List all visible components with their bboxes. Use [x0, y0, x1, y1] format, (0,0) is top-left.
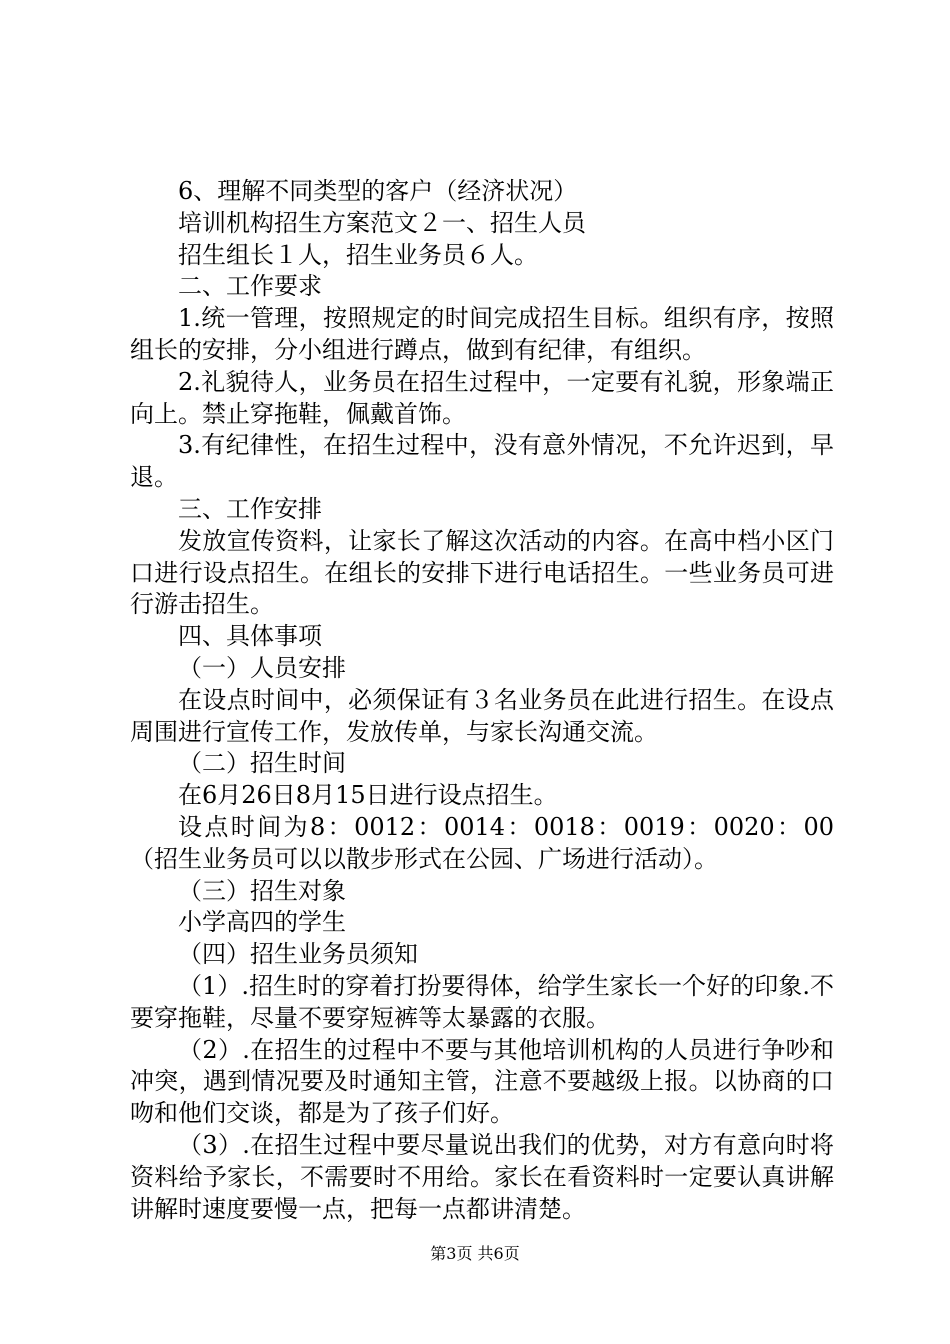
paragraph: 培训机构招生方案范文２一、招生人员	[178, 208, 586, 237]
paragraph: （1）.招生时的穿着打扮要得体，给学生家长一个好的印象.不要穿拖鞋，尽量不要穿短裤等太暴露的衣服。	[130, 971, 834, 1032]
paragraph: 2.礼貌待人，业务员在招生过程中，一定要有礼貌，形象端正向上。禁止穿拖鞋，佩戴首饰。	[130, 367, 834, 428]
paragraph: 招生组长１人，招生业务员６人。	[178, 240, 538, 269]
section-heading: 三、工作安排	[178, 494, 322, 523]
subsection-heading: （四）招生业务员须知	[178, 940, 418, 969]
paragraph: 发放宣传资料，让家长了解这次活动的内容。在高中档小区门口进行设点招生。在组长的安排下进行电话招生。一些业务员可进行游击招生。	[130, 526, 834, 619]
section-heading: 二、工作要求	[178, 272, 322, 301]
subsection-heading: （二）招生时间	[178, 749, 346, 778]
paragraph: 在6月26日8月15日进行设点招生。	[178, 781, 558, 810]
paragraph: 6、理解不同类型的客户（经济状况）	[178, 177, 578, 205]
paragraph: 3.有纪律性，在招生过程中，没有意外情况，不允许迟到，早退。	[130, 431, 834, 492]
paragraph: 小学高四的学生	[178, 908, 346, 937]
document-body	[130, 176, 834, 1225]
subsection-heading: （一）人员安排	[178, 653, 346, 682]
paragraph: （3）.在招生过程中要尽量说出我们的优势，对方有意向时将资料给予家长，不需要时不用给。家长在看资料时一定要认真讲解讲解时速度要慢一点，把每一点都讲清楚。	[130, 1130, 834, 1223]
paragraph: 在设点时间中，必须保证有３名业务员在此进行招生。在设点周围进行宣传工作，发放传单，与家长沟通交流。	[130, 685, 834, 746]
section-heading: 四、具体事项	[178, 622, 322, 651]
page-number-footer: 第3页 共6页	[430, 1244, 520, 1263]
paragraph: 1.统一管理，按照规定的时间完成招生目标。组织有序，按照组长的安排，分小组进行蹲点，做到有纪律，有组织。	[130, 304, 834, 364]
paragraph: 设点时间为8：0012：0014：0018：0019：0020：00（招生业务员可以以散步形式在公园、广场进行活动）。	[130, 812, 834, 873]
paragraph: （2）.在招生的过程中不要与其他培训机构的人员进行争吵和冲突，遇到情况要及时通知主管，注意不要越级上报。以协商的口吻和他们交谈，都是为了孩子们好。	[130, 1035, 834, 1128]
subsection-heading: （三）招生对象	[178, 876, 346, 905]
